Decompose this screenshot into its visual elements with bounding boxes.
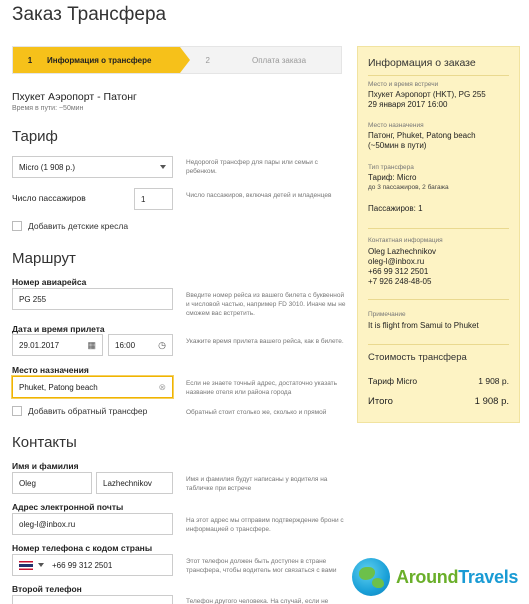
phone2-label: Второй телефон <box>12 584 82 594</box>
route-title: Пхукет Аэропорт - Патонг <box>12 91 137 103</box>
last-name-input[interactable]: Lazhechnikov <box>96 472 173 494</box>
calendar-icon[interactable]: ▦ <box>87 340 96 350</box>
tariff-cost-row <box>368 376 509 386</box>
tariff-cost-value: 1 908 р. <box>478 376 509 386</box>
tariff-select-value: Micro (1 908 р.) <box>19 162 76 172</box>
route-heading: Маршрут <box>12 250 76 267</box>
step-transfer-info[interactable] <box>13 47 180 73</box>
passengers-input[interactable]: 1 <box>134 188 173 210</box>
arrival-hint: Укажите время прилета вашего рейса, как в билете. <box>186 338 344 345</box>
total-label: Итого <box>368 396 393 407</box>
step-number: 2 <box>205 55 210 65</box>
step-payment[interactable] <box>180 47 341 73</box>
watermark-text <box>396 567 518 588</box>
thailand-flag-icon[interactable] <box>19 561 33 570</box>
globe-logo-icon <box>352 558 390 596</box>
passengers-label: Число пассажиров <box>12 193 86 203</box>
clear-icon[interactable]: ⊗ <box>158 382 166 392</box>
phone2-input[interactable] <box>12 595 173 604</box>
around-travels-watermark <box>350 550 529 604</box>
destination-input[interactable] <box>12 376 173 398</box>
contact-phone-2: +7 926 248-48-05 <box>368 277 432 286</box>
contact-email: oleg-l@inbox.ru <box>368 257 425 266</box>
divider <box>368 344 509 345</box>
return-transfer-label: Добавить обратный трансфер <box>28 406 148 416</box>
chevron-down-icon[interactable] <box>38 563 44 567</box>
email-label: Адрес электронной почты <box>12 502 124 512</box>
arrival-date-input[interactable] <box>12 334 103 356</box>
return-transfer-hint: Обратный стоит столько же, сколько и прямой <box>186 409 327 416</box>
email-input[interactable]: oleg-l@inbox.ru <box>12 513 173 535</box>
email-hint: На этот адрес мы отправим подтверждение брони с информацией о трансфере. <box>186 517 344 533</box>
name-hint: Имя и фамилия будут написаны у водителя на табличке при встрече <box>186 476 328 492</box>
transfer-capacity: до 3 пассажиров, 2 багажа <box>368 184 449 191</box>
contacts-heading: Контакты <box>12 434 77 451</box>
note-label: Примечание <box>368 311 406 318</box>
passengers-count: Пассажиров: 1 <box>368 204 423 213</box>
meeting-place: Пхукет Аэропорт (HKT), PG 255 <box>368 90 486 99</box>
phone-label: Номер телефона с кодом страны <box>12 543 153 553</box>
name-label: Имя и фамилия <box>12 461 79 471</box>
chevron-down-icon <box>160 165 166 169</box>
contact-label: Контактная информация <box>368 237 443 244</box>
tariff-heading: Тариф <box>12 128 58 145</box>
child-seats-label: Добавить детские кресла <box>28 221 129 231</box>
flight-hint: Введите номер рейса из вашего билета с буквенной и числовой частью, например FD 3010. Иначе мы не сможем вас встретить. <box>186 292 346 317</box>
contact-name: Oleg Lazhechnikov <box>368 247 437 256</box>
destination-value: Phuket, Patong beach <box>19 382 98 392</box>
meeting-time: 29 января 2017 16:00 <box>368 100 448 109</box>
flight-label: Номер авиарейса <box>12 277 87 287</box>
watermark-text-b: Travels <box>458 566 519 587</box>
note-text: It is flight from Samui to Phuket <box>368 321 479 330</box>
destination-line1: Патонг, Phuket, Patong beach <box>368 131 476 140</box>
phone2-hint: Телефон другого человека. На случай, если не <box>186 598 329 604</box>
route-duration: Время в пути: ~50мин <box>12 105 84 112</box>
progress-steps <box>12 46 342 74</box>
tariff-select[interactable] <box>12 156 173 178</box>
tariff-hint: Недорогой трансфер для пары или семьи с ребенком. <box>186 159 318 175</box>
meeting-label: Место и время встречи <box>368 81 439 88</box>
return-transfer-checkbox[interactable] <box>12 406 22 416</box>
passengers-hint: Число пассажиров, включая детей и младенцев <box>186 192 332 199</box>
arrival-label: Дата и время прилета <box>12 324 105 334</box>
transfer-type-label: Тип трансфера <box>368 164 414 171</box>
divider <box>368 228 509 229</box>
first-name-input[interactable]: Oleg <box>12 472 92 494</box>
arrival-time-value: 16:00 <box>115 340 136 350</box>
contact-phone-1: +66 99 312 2501 <box>368 267 429 276</box>
destination-label: Место назначения <box>12 365 89 375</box>
order-summary-title: Информация о заказе <box>368 57 476 69</box>
transfer-type: Тариф: Micro <box>368 173 417 182</box>
tariff-cost-label: Тариф Micro <box>368 376 418 386</box>
total-value: 1 908 р. <box>474 396 509 407</box>
destination-hint: Если не знаете точный адрес, достаточно указать название отеля или района города <box>186 380 338 396</box>
divider <box>368 75 509 76</box>
clock-icon[interactable]: ◷ <box>158 340 166 350</box>
flight-number-input[interactable]: PG 255 <box>12 288 173 310</box>
page-title: Заказ Трансфера <box>12 4 167 25</box>
phone-value: +66 99 312 2501 <box>52 560 113 570</box>
divider <box>368 299 509 300</box>
arrival-date-value: 29.01.2017 <box>19 340 60 350</box>
total-row <box>368 396 509 407</box>
arrival-time-input[interactable] <box>108 334 173 356</box>
phone-input[interactable] <box>12 554 173 576</box>
step-label: Информация о трансфере <box>47 55 152 65</box>
order-summary-panel <box>357 46 520 423</box>
cost-heading: Стоимость трансфера <box>368 352 467 363</box>
watermark-text-a: Around <box>396 566 459 587</box>
phone-hint: Этот телефон должен быть доступен в стране трансфера, чтобы водитель мог связаться с вами <box>186 558 337 574</box>
step-label: Оплата заказа <box>252 55 307 65</box>
destination-line2: (~50мин в пути) <box>368 141 427 150</box>
destination-label: Место назначения <box>368 122 424 129</box>
step-number: 1 <box>27 55 33 65</box>
child-seats-checkbox[interactable] <box>12 221 22 231</box>
